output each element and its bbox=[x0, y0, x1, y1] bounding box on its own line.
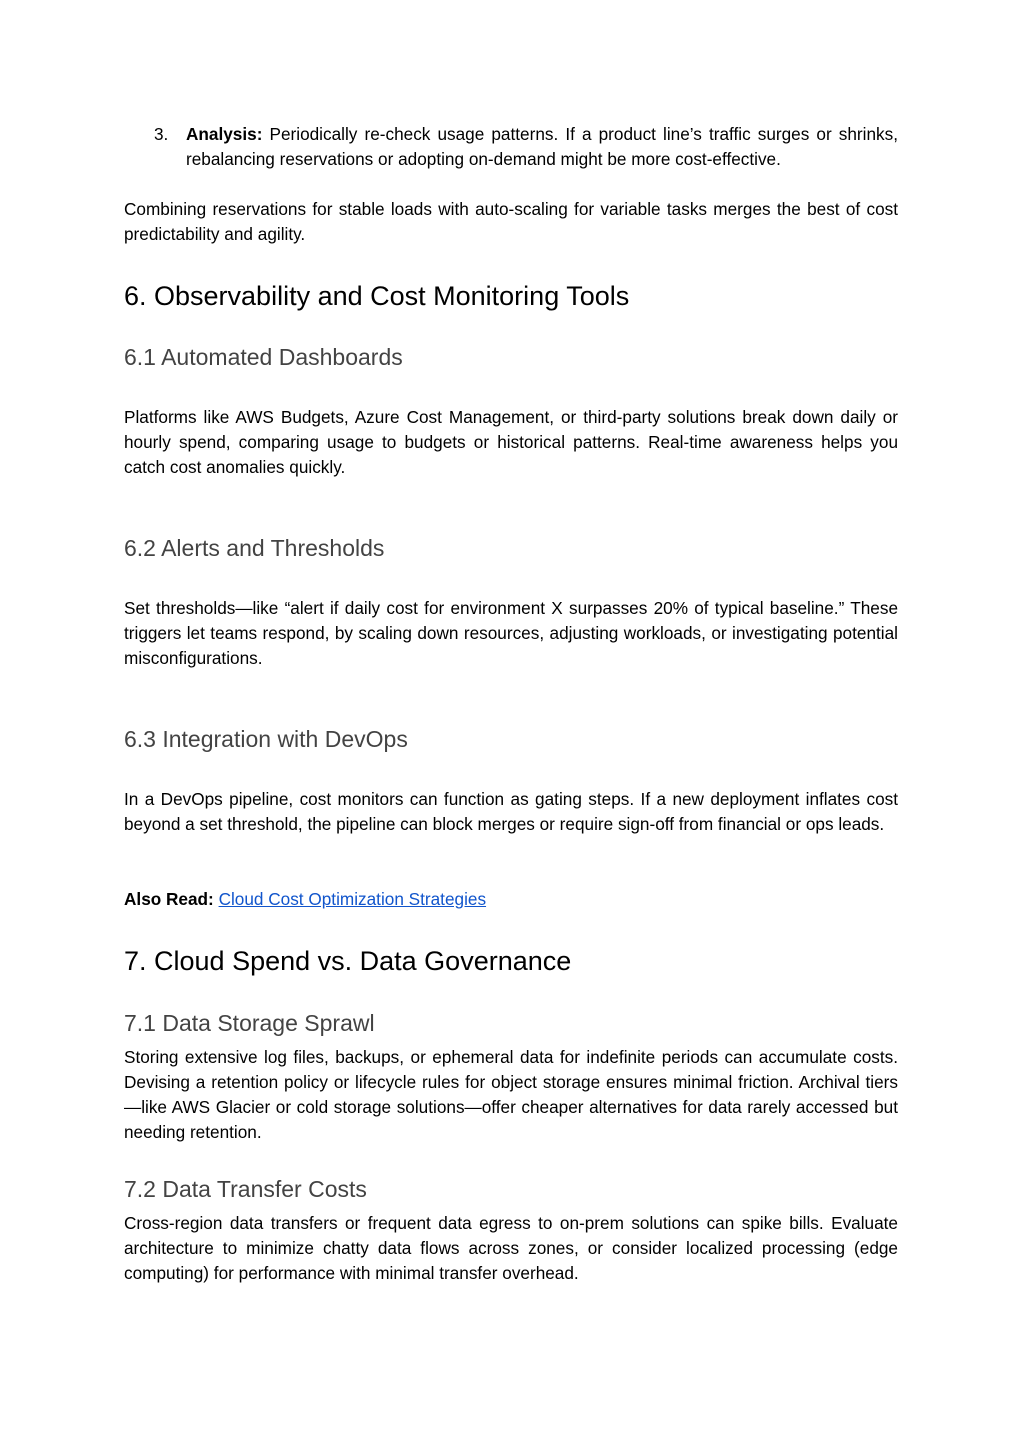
also-read-label: Also Read: bbox=[124, 889, 214, 909]
also-read-line bbox=[124, 887, 898, 912]
list-item-label: Analysis: bbox=[186, 124, 263, 144]
section-6-heading: 6. Observability and Cost Monitoring Tools bbox=[124, 281, 630, 311]
intro-paragraph: Combining reservations for stable loads with auto-scaling for variable tasks merges the best of cost predictability and agility. bbox=[124, 199, 898, 244]
section-6-3-paragraph: In a DevOps pipeline, cost monitors can function as gating steps. If a new deployment inflates cost beyond a set threshold, the pipeline can block merges or require sign-off from financial or ops leads. bbox=[124, 789, 898, 834]
list-item bbox=[124, 122, 898, 172]
section-6-2-paragraph: Set thresholds—like “alert if daily cost for environment X surpasses 20% of typical baseline.” These triggers let teams respond, by scaling down resources, adjusting workloads, or investigating potential misconfigurations. bbox=[124, 598, 898, 668]
list-item-text bbox=[186, 122, 898, 172]
section-7-2-heading: 7.2 Data Transfer Costs bbox=[124, 1176, 367, 1202]
section-6-1-heading: 6.1 Automated Dashboards bbox=[124, 344, 403, 370]
section-7-heading: 7. Cloud Spend vs. Data Governance bbox=[124, 946, 572, 976]
list-item-body: Periodically re-check usage patterns. If a product line’s traffic surges or shrinks, rebalancing reservations or adopting on-demand might be more cost-effective. bbox=[186, 124, 898, 169]
section-6-1-paragraph: Platforms like AWS Budgets, Azure Cost Management, or third-party solutions break down daily or hourly spend, comparing usage to budgets or historical patterns. Real-time awareness helps you catch cost anomalies quickly. bbox=[124, 407, 898, 477]
section-7-1-paragraph: Storing extensive log files, backups, or ephemeral data for indefinite periods can accumulate costs. Devising a retention policy or lifecycle rules for object storage ensures minimal friction. Archival tiers—like AWS Glacier or cold storage solutions—offer cheaper alternatives for data rarely accessed but needing retention. bbox=[124, 1047, 898, 1142]
section-6-2-heading: 6.2 Alerts and Thresholds bbox=[124, 535, 385, 561]
section-6-3-heading: 6.3 Integration with DevOps bbox=[124, 726, 408, 752]
section-7-1-heading: 7.1 Data Storage Sprawl bbox=[124, 1010, 375, 1036]
list-number: 3. bbox=[154, 124, 169, 144]
also-read-link[interactable]: Cloud Cost Optimization Strategies bbox=[218, 889, 487, 909]
section-7-2-paragraph: Cross-region data transfers or frequent data egress to on-prem solutions can spike bills. Evaluate architecture to minimize chatty data flows across zones, or consider localized processing (edge computing) for performance with minimal transfer overhead. bbox=[124, 1213, 898, 1283]
